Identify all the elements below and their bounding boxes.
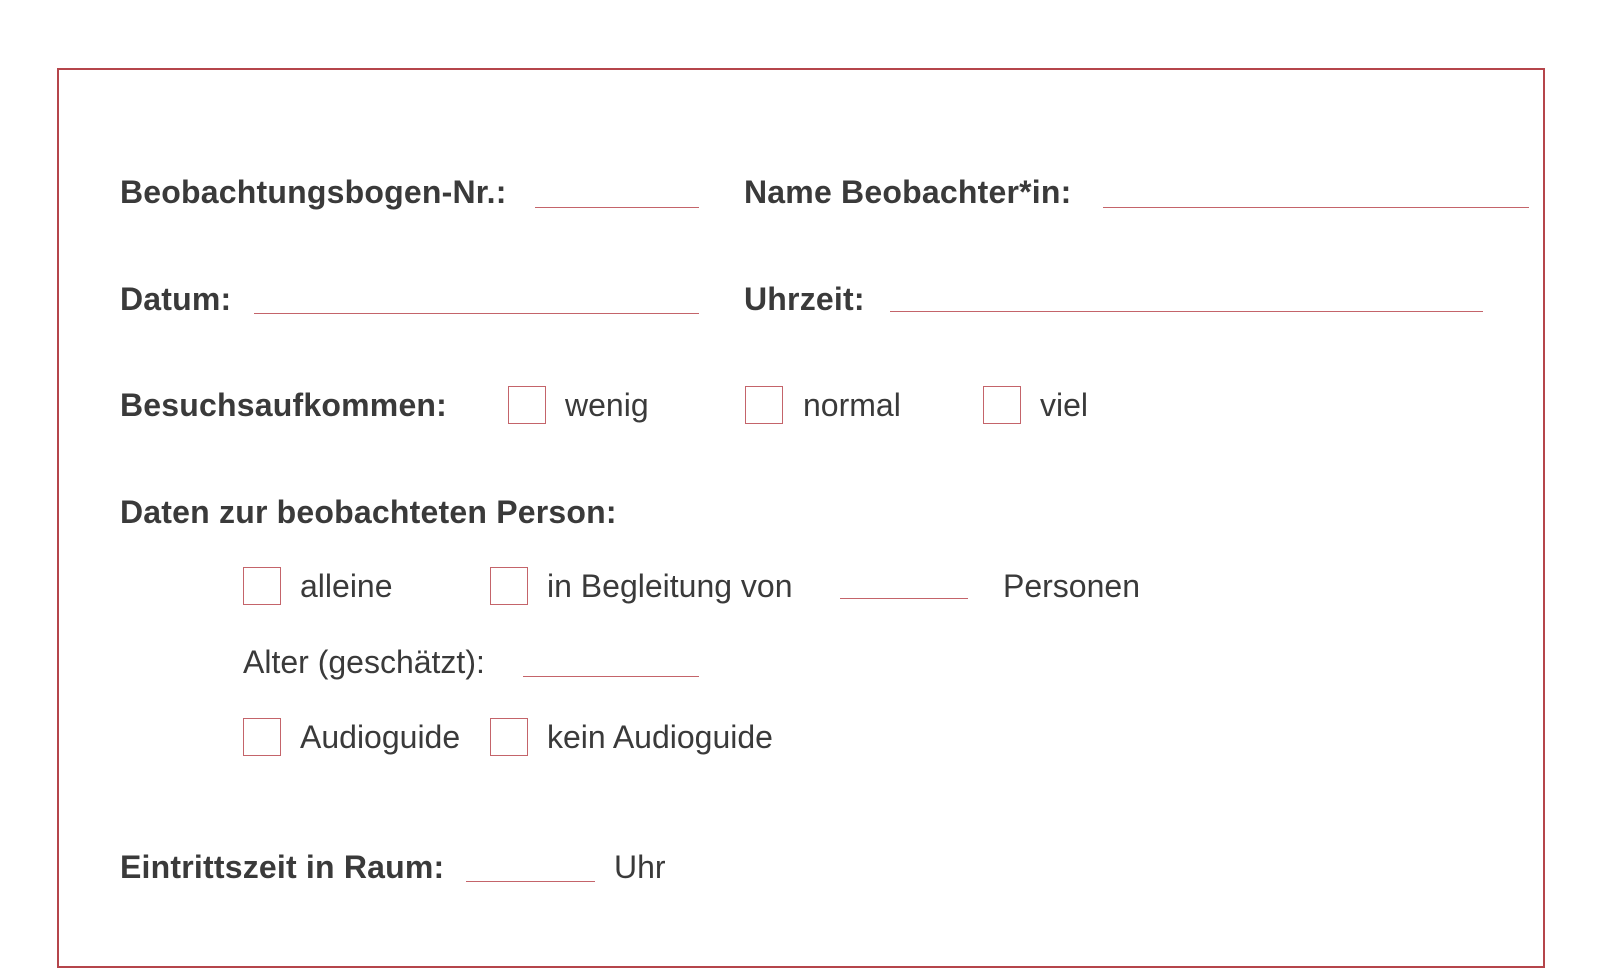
checkbox-viel[interactable] bbox=[983, 386, 1021, 424]
observation-sheet-number-field[interactable] bbox=[535, 207, 699, 208]
entry-time-label: Eintrittszeit in Raum: bbox=[120, 849, 445, 885]
checkbox-audioguide[interactable] bbox=[243, 718, 281, 756]
checkbox-begleitung[interactable] bbox=[490, 567, 528, 605]
checkbox-wenig[interactable] bbox=[508, 386, 546, 424]
observer-name-field[interactable] bbox=[1103, 207, 1529, 208]
begleitung-label: in Begleitung von bbox=[547, 568, 793, 604]
audioguide-label: Audioguide bbox=[300, 719, 461, 755]
checkbox-alleine[interactable] bbox=[243, 567, 281, 605]
option-wenig-label: wenig bbox=[565, 387, 649, 423]
checkbox-kein-audioguide[interactable] bbox=[490, 718, 528, 756]
age-label: Alter (geschätzt): bbox=[243, 644, 485, 680]
date-label: Datum: bbox=[120, 281, 232, 317]
entry-time-unit: Uhr bbox=[614, 849, 666, 885]
age-field[interactable] bbox=[523, 676, 699, 677]
companion-count-field[interactable] bbox=[840, 598, 968, 599]
entry-time-field[interactable] bbox=[466, 881, 595, 882]
observer-name-label: Name Beobachter*in: bbox=[744, 174, 1072, 210]
checkbox-normal[interactable] bbox=[745, 386, 783, 424]
date-field[interactable] bbox=[254, 313, 699, 314]
option-viel-label: viel bbox=[1040, 387, 1089, 423]
kein-audioguide-label: kein Audioguide bbox=[547, 719, 773, 755]
time-label: Uhrzeit: bbox=[744, 281, 865, 317]
time-field[interactable] bbox=[890, 311, 1483, 312]
option-normal-label: normal bbox=[803, 387, 901, 423]
visitor-volume-label: Besuchsaufkommen: bbox=[120, 387, 448, 423]
alleine-label: alleine bbox=[300, 568, 393, 604]
person-section-heading: Daten zur beobachteten Person: bbox=[120, 494, 617, 530]
personen-label: Personen bbox=[1003, 568, 1140, 604]
observation-sheet-number-label: Beobachtungsbogen-Nr.: bbox=[120, 174, 507, 210]
